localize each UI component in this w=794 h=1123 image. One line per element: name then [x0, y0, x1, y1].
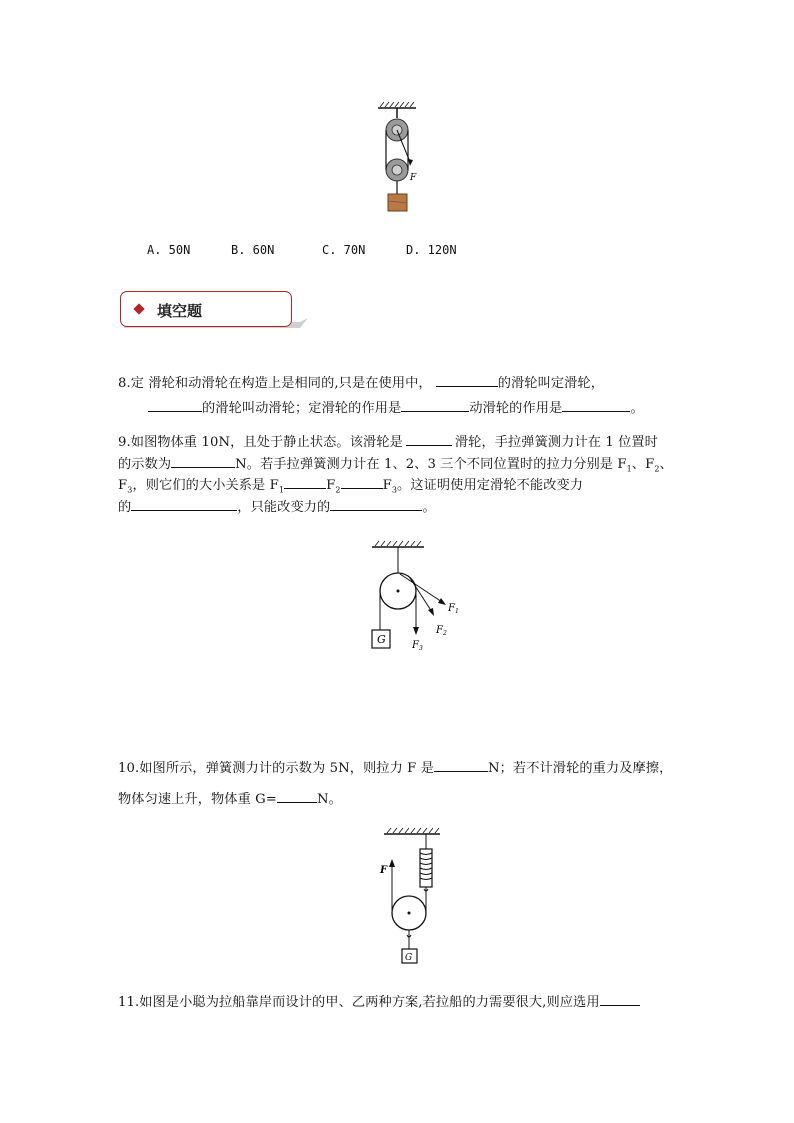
q9-text: 。	[422, 500, 436, 515]
q9-blank4[interactable]	[341, 477, 383, 489]
q9-text: ，则它们的大小关系是 F	[132, 478, 279, 493]
diamond-icon	[133, 303, 144, 314]
q9-text: F	[118, 478, 128, 493]
pulley-block-figure	[370, 100, 430, 215]
q9-text: 、	[659, 457, 673, 472]
q9-text: F	[326, 478, 336, 493]
fig3-f-label: F	[380, 865, 388, 876]
q10-text: N。	[316, 792, 342, 807]
svg-text:F2	[435, 625, 447, 637]
fig2-f2-label: F	[436, 625, 443, 636]
q8-line1	[118, 372, 604, 391]
q10-text: 物体匀速上升，物体重 G=	[118, 792, 277, 807]
q9-sub: 1	[278, 485, 285, 495]
q9-text: N。若手拉弹簧测力计在 1、2、3 三个不同位置时的拉力分别是 F	[235, 457, 627, 472]
fig2-f3-sub: 3	[418, 645, 423, 652]
q8-text: 。	[630, 401, 644, 416]
fig3-g-label: G	[405, 953, 413, 963]
q10-line2	[118, 788, 342, 807]
q9-sub: 1	[626, 464, 632, 474]
q9-text: 9.如图物体重 10N，且处于静止状态。该滑轮是	[118, 435, 403, 450]
svg-text:F3	[411, 640, 423, 652]
option-b[interactable]: B. 60N	[231, 243, 275, 257]
q9-sub: 2	[335, 485, 341, 495]
q9-line4	[118, 496, 436, 515]
movable-pulley-figure	[378, 825, 448, 967]
q10-line1	[118, 757, 672, 776]
fig2-g-label: G	[377, 633, 386, 646]
option-d[interactable]: D. 120N	[406, 243, 457, 257]
q8-line2	[148, 397, 644, 416]
q11-text: 11.如图是小聪为拉船靠岸而设计的甲、乙两种方案,若拉船的力需要很大,则应选用	[118, 995, 600, 1010]
q9-blank3[interactable]	[284, 477, 326, 489]
q9-text: 、F	[631, 457, 655, 472]
q9-text: 。这证明使用定滑轮不能改变力	[397, 478, 584, 493]
q8-text: 的滑轮叫动滑轮；定滑轮的作用是	[202, 401, 402, 416]
q8-blank2[interactable]	[148, 400, 202, 412]
q9-blank1[interactable]	[406, 434, 452, 446]
q8-blank1[interactable]	[436, 375, 498, 387]
section-header	[120, 291, 292, 327]
section-title: 填空题	[157, 302, 203, 320]
fig2-f1-sub: 1	[454, 608, 459, 615]
q9-blank6[interactable]	[330, 499, 422, 511]
q11-blank1[interactable]	[600, 994, 640, 1006]
q8-blank4[interactable]	[562, 400, 630, 412]
fixed-pulley-figure	[362, 540, 472, 655]
fig2-f1-label: F	[448, 603, 455, 614]
fig2-f2-sub: 2	[442, 630, 447, 637]
q10-text: N；若不计滑轮的重力及摩擦，	[488, 761, 673, 776]
q9-sub: 2	[654, 464, 660, 474]
q9-blank5[interactable]	[131, 499, 237, 511]
option-a[interactable]: A. 50N	[147, 243, 191, 257]
q9-line3	[118, 474, 583, 495]
fig1-force-label: F	[410, 173, 417, 183]
q8-blank3[interactable]	[401, 400, 469, 412]
q9-text: 滑轮，手拉弹簧测力计在 1 位置时	[454, 435, 658, 450]
q9-text: 的	[118, 500, 132, 515]
q8-text: 8.定 滑轮和动滑轮在构造上是相同的,只是在使用中，	[118, 376, 432, 391]
q10-blank1[interactable]	[434, 760, 488, 772]
q9-sub: 3	[391, 485, 398, 495]
q10-blank2[interactable]	[277, 791, 317, 803]
q8-text: 动滑轮的作用是	[469, 401, 563, 416]
q9-text: ，只能改变力的	[237, 500, 331, 515]
q9-sub: 3	[127, 485, 133, 495]
q9-text: 的示数为	[118, 457, 172, 472]
q8-text: 的滑轮叫定滑轮，	[497, 376, 605, 391]
q9-line1	[118, 431, 658, 450]
option-c[interactable]: C. 70N	[322, 243, 366, 257]
q9-blank2[interactable]	[171, 456, 235, 468]
q9-text: F	[382, 478, 392, 493]
q11-line1	[118, 991, 640, 1010]
q10-text: 10.如图所示，弹簧测力计的示数为 5N，则拉力 F 是	[118, 761, 434, 776]
fig2-f3-label: F	[412, 640, 419, 651]
q9-line2	[118, 453, 673, 474]
svg-text:F1	[447, 603, 459, 615]
